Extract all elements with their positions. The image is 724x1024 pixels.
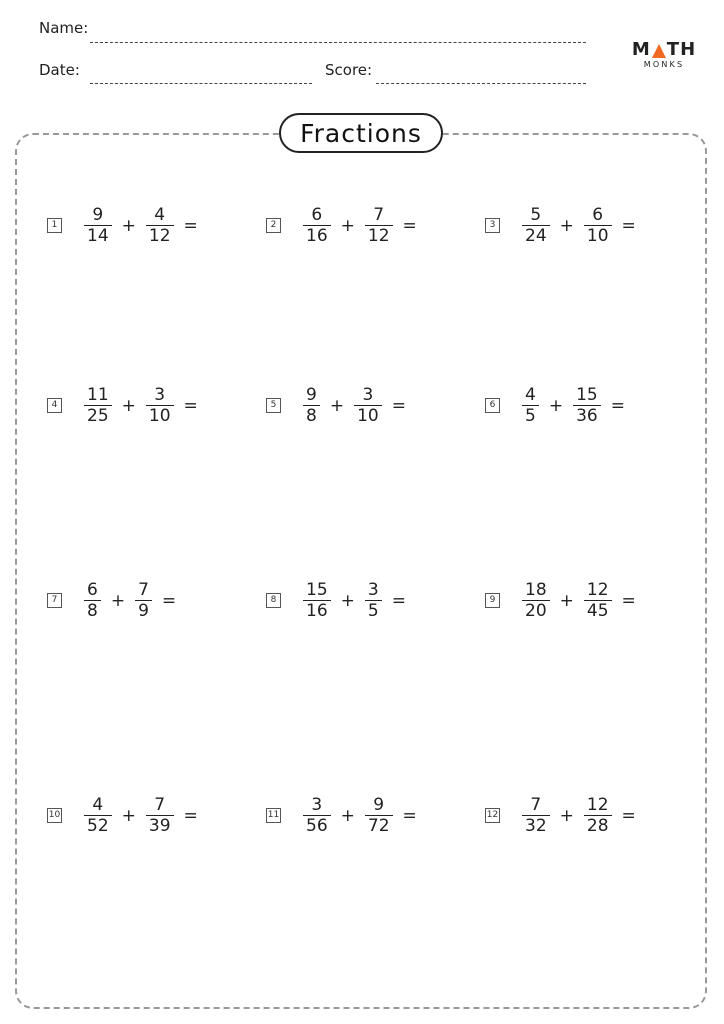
equals-sign: = xyxy=(621,215,636,236)
numerator: 3 xyxy=(367,580,379,600)
numerator: 6 xyxy=(592,205,604,225)
equals-sign: = xyxy=(183,395,198,416)
logo-letters-th: TH xyxy=(666,39,697,60)
denominator: 8 xyxy=(306,406,317,426)
equals-sign: = xyxy=(402,215,417,236)
problem-number: 5 xyxy=(266,398,281,413)
numerator: 3 xyxy=(311,795,323,815)
denominator: 10 xyxy=(586,226,609,246)
fraction-a xyxy=(84,385,112,426)
numerator: 9 xyxy=(92,205,104,225)
name-label: Name: xyxy=(39,19,89,37)
equals-sign: = xyxy=(391,395,406,416)
fraction-a xyxy=(84,795,112,836)
triangle-icon xyxy=(652,44,666,58)
fraction-b xyxy=(146,795,174,836)
denominator: 45 xyxy=(586,601,609,621)
fraction-b xyxy=(354,385,382,426)
problem-1 xyxy=(47,205,198,246)
fraction-b xyxy=(365,795,393,836)
plus-sign: + xyxy=(340,805,355,826)
problem-8 xyxy=(266,580,406,621)
denominator: 14 xyxy=(87,226,109,246)
equals-sign: = xyxy=(161,590,177,611)
denominator: 16 xyxy=(306,601,328,621)
fraction-a xyxy=(522,385,539,426)
problem-number: 12 xyxy=(485,808,500,823)
problem-5 xyxy=(266,385,406,426)
fraction-a xyxy=(522,580,550,621)
fraction-a xyxy=(303,580,331,621)
plus-sign: + xyxy=(340,590,355,611)
problem-number: 7 xyxy=(47,593,62,608)
plus-sign: + xyxy=(559,590,574,611)
equals-sign: = xyxy=(402,805,417,826)
numerator: 15 xyxy=(306,580,328,600)
problem-number: 10 xyxy=(47,808,62,823)
name-field[interactable] xyxy=(90,42,586,43)
date-label: Date: xyxy=(39,61,80,79)
denominator: 52 xyxy=(87,816,109,836)
denominator: 12 xyxy=(148,226,171,246)
numerator: 11 xyxy=(87,385,109,405)
problem-number: 3 xyxy=(485,218,500,233)
fraction-b xyxy=(584,580,612,621)
numerator: 7 xyxy=(530,795,542,815)
date-field[interactable] xyxy=(90,83,312,84)
numerator: 3 xyxy=(362,385,374,405)
equals-sign: = xyxy=(610,395,625,416)
denominator: 8 xyxy=(87,601,98,621)
plus-sign: + xyxy=(340,215,355,236)
problem-number: 11 xyxy=(266,808,281,823)
fraction-b xyxy=(573,385,601,426)
denominator: 10 xyxy=(148,406,171,426)
problem-12 xyxy=(485,795,636,836)
denominator: 32 xyxy=(525,816,547,836)
problem-number: 4 xyxy=(47,398,62,413)
problem-number: 1 xyxy=(47,218,62,233)
fraction-b xyxy=(584,205,612,246)
denominator: 36 xyxy=(576,406,598,426)
numerator: 4 xyxy=(525,385,536,405)
denominator: 5 xyxy=(525,406,536,426)
fraction-b xyxy=(584,795,612,836)
plus-sign: + xyxy=(548,395,564,416)
numerator: 7 xyxy=(138,580,149,600)
problem-6 xyxy=(485,385,625,426)
denominator: 10 xyxy=(357,406,379,426)
fraction-a xyxy=(84,205,112,246)
denominator: 39 xyxy=(148,816,171,836)
plus-sign: + xyxy=(121,395,136,416)
problem-number: 8 xyxy=(266,593,281,608)
plus-sign: + xyxy=(559,805,574,826)
numerator: 9 xyxy=(373,795,385,815)
numerator: 15 xyxy=(576,385,598,405)
math-monks-logo xyxy=(632,40,696,70)
plus-sign: + xyxy=(559,215,574,236)
denominator: 20 xyxy=(525,601,547,621)
fraction-a xyxy=(303,385,320,426)
fraction-b xyxy=(365,580,382,621)
fraction-b xyxy=(146,205,174,246)
score-field[interactable] xyxy=(376,83,586,84)
problem-10 xyxy=(47,795,198,836)
denominator: 25 xyxy=(87,406,109,426)
fraction-a xyxy=(84,580,101,621)
problem-4 xyxy=(47,385,198,426)
problem-number: 6 xyxy=(485,398,500,413)
numerator: 4 xyxy=(92,795,104,815)
numerator: 4 xyxy=(154,205,166,225)
numerator: 7 xyxy=(154,795,166,815)
numerator: 7 xyxy=(373,205,385,225)
logo-subtitle: MONKS xyxy=(643,60,685,69)
numerator: 12 xyxy=(586,580,609,600)
problem-3 xyxy=(485,205,636,246)
numerator: 12 xyxy=(586,795,609,815)
fraction-a xyxy=(522,795,550,836)
denominator: 12 xyxy=(367,226,390,246)
numerator: 18 xyxy=(525,580,547,600)
problem-11 xyxy=(266,795,417,836)
numerator: 6 xyxy=(87,580,98,600)
plus-sign: + xyxy=(121,215,136,236)
equals-sign: = xyxy=(183,215,198,236)
worksheet-frame xyxy=(15,133,707,1009)
equals-sign: = xyxy=(183,805,198,826)
denominator: 5 xyxy=(367,601,379,621)
denominator: 72 xyxy=(367,816,390,836)
problem-9 xyxy=(485,580,636,621)
fraction-b xyxy=(135,580,152,621)
fraction-b xyxy=(146,385,174,426)
plus-sign: + xyxy=(329,395,345,416)
denominator: 16 xyxy=(306,226,328,246)
numerator: 9 xyxy=(306,385,317,405)
problem-7 xyxy=(47,580,176,621)
plus-sign: + xyxy=(110,590,126,611)
numerator: 6 xyxy=(311,205,323,225)
denominator: 28 xyxy=(586,816,609,836)
worksheet-title: Fractions xyxy=(279,113,443,153)
problem-number: 9 xyxy=(485,593,500,608)
denominator: 9 xyxy=(138,601,149,621)
fraction-a xyxy=(303,795,331,836)
fraction-b xyxy=(365,205,393,246)
denominator: 24 xyxy=(525,226,547,246)
fraction-a xyxy=(303,205,331,246)
equals-sign: = xyxy=(621,805,636,826)
plus-sign: + xyxy=(121,805,136,826)
numerator: 5 xyxy=(530,205,542,225)
numerator: 3 xyxy=(154,385,166,405)
fraction-a xyxy=(522,205,550,246)
denominator: 56 xyxy=(306,816,328,836)
problem-2 xyxy=(266,205,417,246)
equals-sign: = xyxy=(391,590,406,611)
score-label: Score: xyxy=(325,61,373,79)
problem-number: 2 xyxy=(266,218,281,233)
logo-letter-m: M xyxy=(631,39,651,60)
equals-sign: = xyxy=(621,590,636,611)
